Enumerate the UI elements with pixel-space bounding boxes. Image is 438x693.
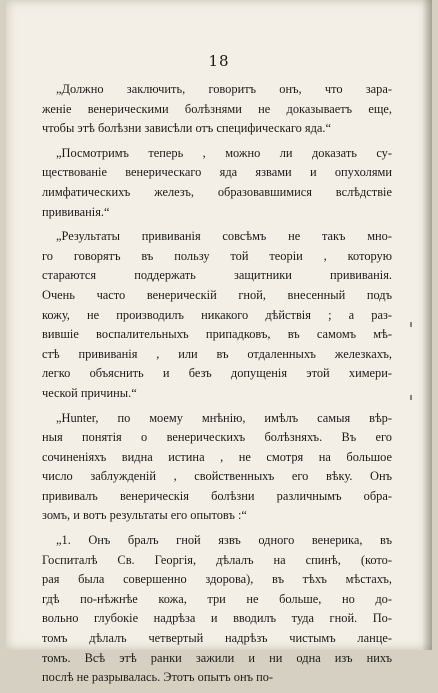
text-line: „Должно заключить, говоритъ онъ, что зара- <box>56 82 392 96</box>
text-line: число заблужденій , свойственныхъ его вѣку. Онъ <box>42 469 392 484</box>
text-line: Госпиталѣ Св. Георгія, дѣлалъ на спинѣ, (кото- <box>42 552 392 567</box>
text-line: прививанія.“ <box>42 204 110 219</box>
paragraph <box>42 144 392 222</box>
text-line: чтобы этѣ болѣзни зависѣли отъ специфическаго яда.“ <box>42 121 332 136</box>
text-line: рая была совершенно здорова), въ тѣхъ мѣстахъ, <box>42 572 392 587</box>
text-line: го говорятъ въ пользу той теоріи , которую <box>42 248 392 263</box>
text-line: легко объяснить и безъ допущенія этой химери- <box>42 366 392 381</box>
text-line: стѣ прививанія , или въ отдаленныхъ железкахъ, <box>42 346 392 361</box>
margin-mark <box>410 322 412 327</box>
text-line: стараются поддержать защитники прививанія. <box>42 268 392 283</box>
paragraph <box>42 409 392 527</box>
text-line: ществованіе венерическаго яда язвами и опухолями <box>42 165 392 180</box>
text-line: вольно глубокіе надрѣза и вводилъ туда гной. По- <box>42 611 392 626</box>
paragraph <box>42 531 392 688</box>
book-page <box>6 0 432 685</box>
text-line: прививалъ венерическія болѣзни различнымъ обра- <box>42 488 392 503</box>
text-line: „Посмотримъ теперь , можно ли доказать су- <box>56 145 392 160</box>
text-line: ныя понятія о венерическихъ болѣзняхъ. Въ его <box>42 430 392 445</box>
text-line: „1. Онъ бралъ гной язвъ одного венерика, въ <box>56 533 392 548</box>
text-line: ческой причины.“ <box>42 385 137 400</box>
paragraph <box>42 227 392 403</box>
text-line: гдѣ по-нѣжнѣе кожа, три не больше, но до- <box>42 591 392 606</box>
text-line: Очень часто венерическій гной, внесенный подъ <box>42 287 392 302</box>
text-line: „Результаты прививанія совсѣмъ не такъ мно- <box>56 229 392 244</box>
text-line: кожу, не производилъ никакого дѣйствія ; а раз- <box>42 307 392 322</box>
text-line: лимфатическихъ железъ, образовавшимися вслѣдствіе <box>42 184 392 199</box>
text-line: сочиненіяхъ видна истина , не смотря на большое <box>42 449 392 464</box>
text-line: томъ дѣлалъ четвертый надрѣзъ чистымъ ланце- <box>42 631 392 646</box>
text-line: женіе венерическими болѣзнями не доказываетъ еще, <box>42 101 392 116</box>
body-text <box>42 80 392 693</box>
page-spine-shadow <box>422 0 432 650</box>
text-line: зомъ, и вотъ результаты его опытовъ :“ <box>42 508 247 523</box>
margin-mark <box>410 395 412 400</box>
paragraph <box>42 80 392 139</box>
text-line: томъ. Всѣ этѣ ранки зажили и ни одна изъ нихъ <box>42 650 392 665</box>
text-line: вившіе воспалительныхъ припадковъ, въ самомъ мѣ- <box>42 327 392 342</box>
text-line: „Hunter, по моему мнѣнію, имѣлъ самыя вѣр- <box>56 410 392 425</box>
page-number: 18 <box>208 52 230 70</box>
text-line: послѣ не разрывалась. Этотъ опытъ онъ по- <box>42 670 274 685</box>
